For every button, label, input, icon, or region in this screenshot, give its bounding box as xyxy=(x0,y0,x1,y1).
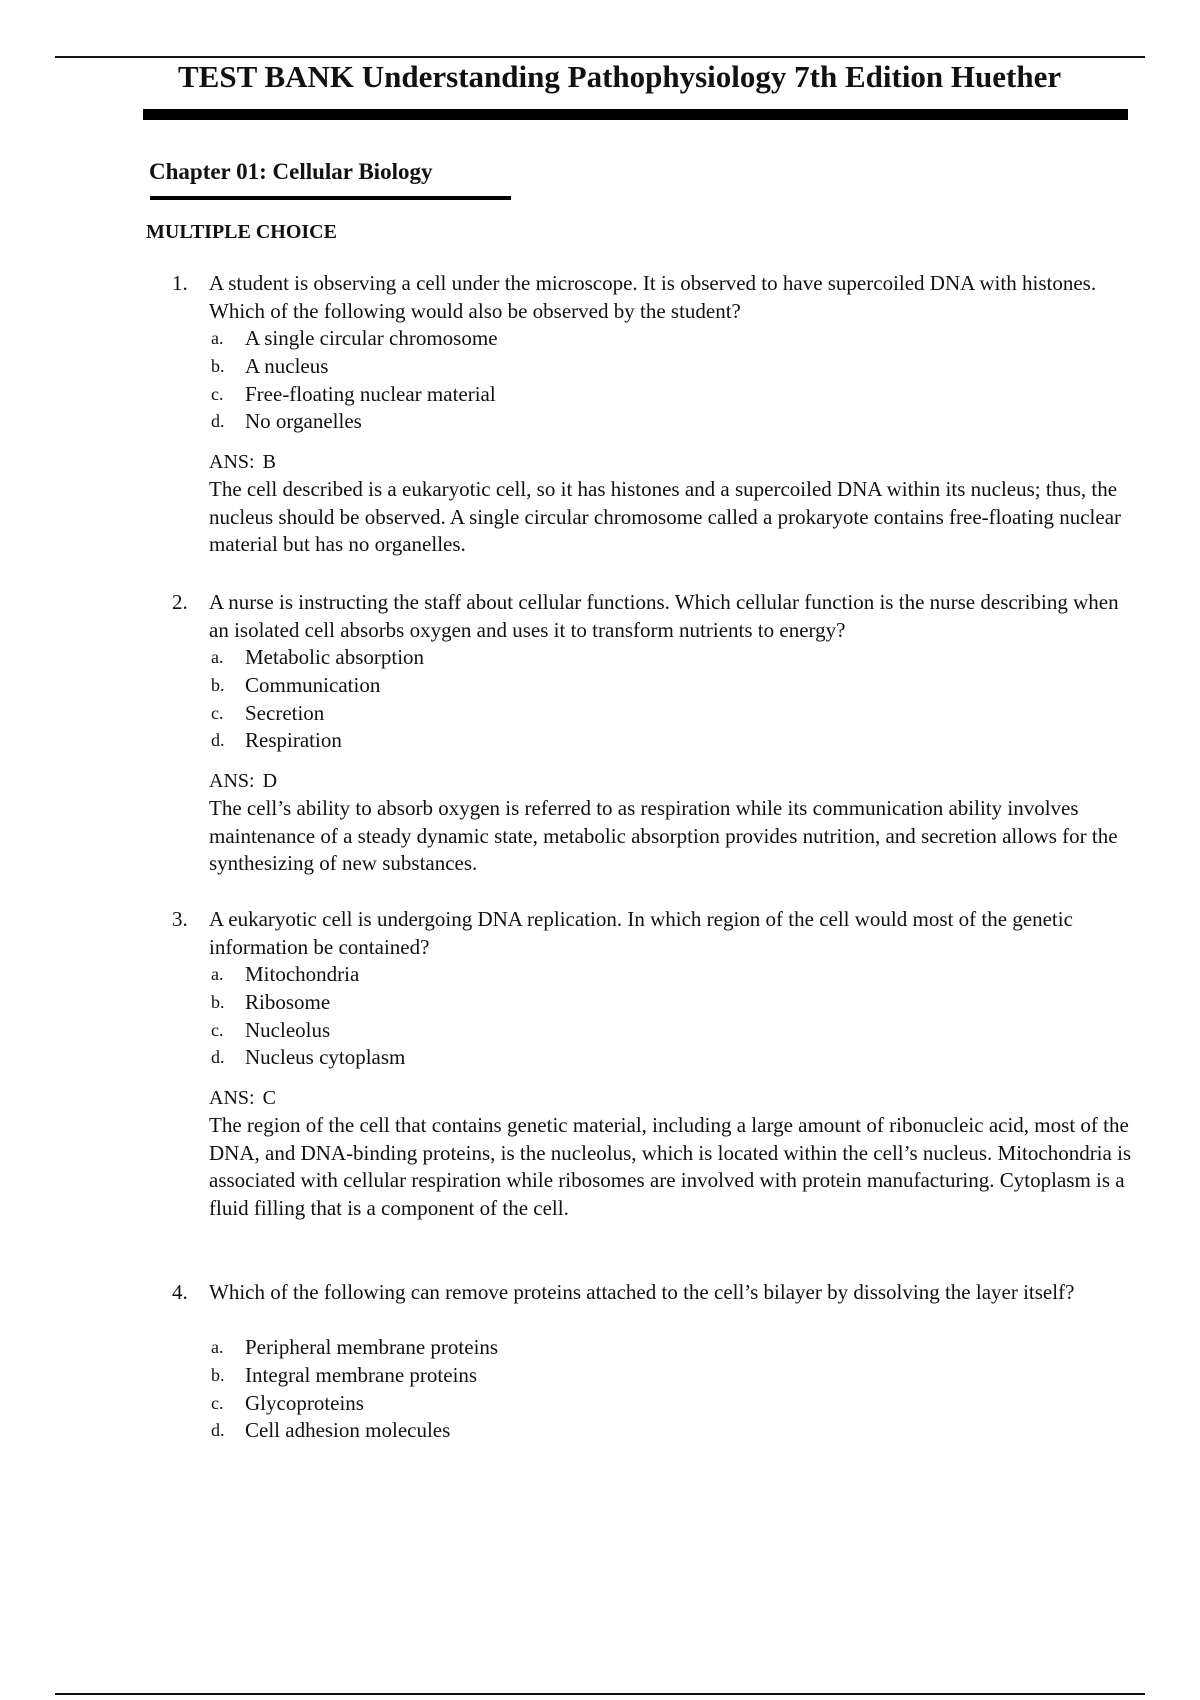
option-text: Glycoproteins xyxy=(245,1390,364,1415)
question-number: 2. xyxy=(172,590,188,614)
answer-line xyxy=(209,1085,276,1112)
option-letter: a. xyxy=(211,328,224,348)
option-text: Cell adhesion molecules xyxy=(245,1418,451,1443)
answer-value: B xyxy=(262,451,276,473)
answer-rationale: The cell’s ability to absorb oxygen is referred to as respiration while its communication ability involves maintenance of a steady dynamic state, metabolic absorption provides nutrition, and secretion allows for the synthesizing of new substances. xyxy=(209,796,1118,876)
option-letter: c. xyxy=(211,383,224,404)
answer-rationale: The region of the cell that contains genetic material, including a large amount of ribonucleic acid, most of the DNA, and DNA-binding proteins, is the nucleolus, which is located within the cell’s nucleus. Mitochondria is associated with cellular respiration while ribosomes are involved with protein manufacturing. Cytoplasm is a fluid filling that is a component of the cell. xyxy=(209,1113,1132,1220)
option-text: No organelles xyxy=(245,409,362,434)
question-stem: A student is observing a cell under the microscope. It is observed to have supercoiled DNA with histones. Which of the following would also be observed by the student? xyxy=(209,271,1097,323)
option-letter: c. xyxy=(211,1392,224,1413)
option-text: Peripheral membrane proteins xyxy=(245,1335,499,1359)
option-text: Integral membrane proteins xyxy=(245,1362,478,1387)
option-letter: b. xyxy=(211,355,225,376)
option-text: Nucleolus xyxy=(245,1017,331,1042)
question-stem: A nurse is instructing the staff about cellular functions. Which cellular function is the nurse describing when an isolated cell absorbs oxygen and uses it to transform nutrients to energy? xyxy=(209,590,1119,642)
option-letter: d. xyxy=(211,411,225,432)
option-text: Nucleus cytoplasm xyxy=(245,1045,406,1070)
option-letter: a. xyxy=(211,647,224,667)
option-letter: d. xyxy=(211,1420,225,1441)
title-underline-bar xyxy=(143,109,1128,120)
bottom-divider xyxy=(55,1693,1145,1695)
answer-line xyxy=(209,449,276,476)
option-letter: b. xyxy=(211,1364,225,1385)
option-text: Communication xyxy=(245,672,381,697)
option-letter: a. xyxy=(211,964,224,984)
option-letter: a. xyxy=(211,1337,224,1357)
question-number: 3. xyxy=(172,907,188,931)
chapter-title: Chapter 01: Cellular Biology xyxy=(149,159,433,184)
answer-value: C xyxy=(262,1087,276,1109)
document-title: TEST BANK Understanding Pathophysiology 7th Edition Huether xyxy=(178,59,1062,94)
option-text: Secretion xyxy=(245,700,325,725)
option-letter: c. xyxy=(211,1019,224,1040)
option-text: Ribosome xyxy=(245,989,331,1014)
option-letter: c. xyxy=(211,702,224,723)
answer-value: D xyxy=(262,770,278,792)
option-text: Free-floating nuclear material xyxy=(245,381,496,406)
chapter-underline xyxy=(150,196,511,200)
option-text: A nucleus xyxy=(245,353,329,378)
option-text: Mitochondria xyxy=(245,962,360,986)
option-text: A single circular chromosome xyxy=(245,326,498,350)
answer-label: ANS: xyxy=(209,451,255,473)
answer-label: ANS: xyxy=(209,770,255,792)
question-stem: Which of the following can remove proteins attached to the cell’s bilayer by dissolving the layer itself? xyxy=(209,1280,1075,1304)
option-letter: d. xyxy=(211,730,225,751)
question-number: 1. xyxy=(172,271,188,295)
section-heading: MULTIPLE CHOICE xyxy=(146,221,337,243)
option-text: Metabolic absorption xyxy=(245,645,425,669)
option-letter: d. xyxy=(211,1047,225,1068)
question-stem: A eukaryotic cell is undergoing DNA replication. In which region of the cell would most of the genetic information be contained? xyxy=(209,907,1073,959)
question-number: 4. xyxy=(172,1280,188,1304)
answer-line xyxy=(209,768,277,795)
option-text: Respiration xyxy=(245,728,342,753)
option-letter: b. xyxy=(211,674,225,695)
option-letter: b. xyxy=(211,991,225,1012)
answer-label: ANS: xyxy=(209,1087,255,1109)
answer-rationale: The cell described is a eukaryotic cell, so it has histones and a supercoiled DNA within its nucleus; thus, the nucleus should be observed. A single circular chromosome called a prokaryote contains free-floating nuclear material but has no organelles. xyxy=(209,477,1122,557)
